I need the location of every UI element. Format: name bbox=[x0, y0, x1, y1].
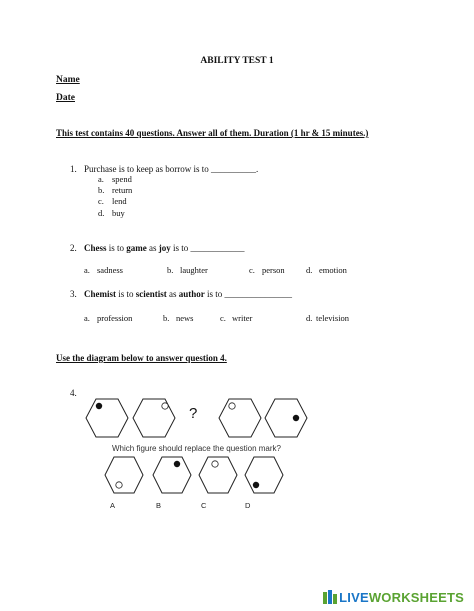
question-2-blank[interactable]: ____________ bbox=[190, 243, 245, 253]
answer-hexagon-c[interactable] bbox=[198, 456, 238, 494]
hexagon-figure-4 bbox=[218, 398, 262, 438]
option-letter: b. bbox=[163, 313, 170, 323]
black-dot-icon bbox=[174, 461, 180, 467]
test-instructions: This test contains 40 questions. Answer all of them. Duration (1 hr & 15 minutes.) bbox=[56, 128, 369, 138]
option-text[interactable]: lend bbox=[112, 196, 127, 206]
question-3-blank[interactable]: _______________ bbox=[224, 289, 293, 299]
question-3-term: author bbox=[178, 289, 205, 299]
option-letter: c. bbox=[249, 265, 255, 275]
date-field[interactable] bbox=[56, 93, 175, 103]
question-3-text bbox=[84, 289, 292, 299]
question-3-connector: is to bbox=[204, 289, 225, 299]
diagram-instruction: Use the diagram below to answer question 4. bbox=[56, 353, 227, 363]
option-text[interactable]: laughter bbox=[180, 265, 208, 275]
question-2-connector: as bbox=[146, 243, 159, 253]
option-text[interactable]: television bbox=[316, 313, 350, 323]
white-dot-icon bbox=[212, 461, 218, 467]
white-dot-icon bbox=[229, 403, 235, 409]
question-2-connector: is to bbox=[106, 243, 127, 253]
question-1-number: 1. bbox=[70, 164, 77, 174]
logo-text-live: LIVE bbox=[339, 590, 369, 605]
question-3-term: scientist bbox=[135, 289, 167, 299]
white-dot-icon bbox=[116, 482, 122, 488]
option-text[interactable]: emotion bbox=[319, 265, 347, 275]
hexagon-figure-5 bbox=[264, 398, 308, 438]
question-2-number: 2. bbox=[70, 243, 77, 253]
option-letter: a. bbox=[84, 265, 90, 275]
option-letter: b. bbox=[98, 185, 105, 195]
liveworksheets-logo[interactable] bbox=[323, 590, 464, 605]
question-2-term: Chess bbox=[84, 243, 107, 253]
option-letter: c. bbox=[220, 313, 226, 323]
question-2-term: joy bbox=[158, 243, 171, 253]
option-letter: d. bbox=[98, 208, 105, 218]
option-letter: d. bbox=[306, 265, 313, 275]
answer-label-a: A bbox=[110, 501, 116, 510]
option-text[interactable]: news bbox=[176, 313, 194, 323]
page-title: ABILITY TEST 1 bbox=[200, 56, 274, 66]
option-text[interactable]: return bbox=[112, 185, 133, 195]
option-letter: a. bbox=[98, 174, 104, 184]
date-label: Date bbox=[56, 93, 75, 103]
white-dot-icon bbox=[162, 403, 168, 409]
question-3-number: 3. bbox=[70, 289, 77, 299]
hexagon-figure-1 bbox=[85, 398, 129, 438]
option-text[interactable]: person bbox=[262, 265, 285, 275]
option-letter: a. bbox=[84, 313, 90, 323]
option-text[interactable]: buy bbox=[112, 208, 125, 218]
option-text[interactable]: sadness bbox=[97, 265, 123, 275]
logo-text-worksheets: WORKSHEETS bbox=[368, 590, 464, 605]
answer-hexagon-a[interactable] bbox=[104, 456, 144, 494]
answer-label-d: D bbox=[245, 501, 251, 510]
answer-label-c: C bbox=[201, 501, 207, 510]
option-letter: d. bbox=[306, 313, 313, 323]
question-2-term: game bbox=[126, 243, 147, 253]
diagram-caption: Which figure should replace the question mark? bbox=[112, 444, 281, 453]
question-3-term: Chemist bbox=[84, 289, 116, 299]
answer-label-b: B bbox=[156, 501, 162, 510]
option-text[interactable]: writer bbox=[232, 313, 253, 323]
question-1-text: Purchase is to keep as borrow is to __________. bbox=[84, 164, 259, 174]
option-text[interactable]: profession bbox=[97, 313, 133, 323]
question-2-text bbox=[84, 243, 245, 253]
question-mark: ? bbox=[189, 405, 198, 422]
option-letter: b. bbox=[167, 265, 174, 275]
hexagon-figure-2 bbox=[132, 398, 176, 438]
option-text[interactable]: spend bbox=[112, 174, 132, 184]
black-dot-icon bbox=[96, 403, 102, 409]
name-label: Name bbox=[56, 75, 80, 85]
answer-hexagon-d[interactable] bbox=[244, 456, 284, 494]
liveworksheets-logo-icon bbox=[323, 590, 339, 604]
question-3-connector: is to bbox=[116, 289, 136, 299]
black-dot-icon bbox=[293, 415, 299, 421]
question-4-number: 4. bbox=[70, 388, 77, 398]
option-letter: c. bbox=[98, 196, 104, 206]
question-3-connector: as bbox=[166, 289, 179, 299]
name-field[interactable] bbox=[56, 75, 184, 85]
answer-hexagon-b[interactable] bbox=[152, 456, 192, 494]
black-dot-icon bbox=[253, 482, 259, 488]
question-2-connector: is to bbox=[170, 243, 191, 253]
